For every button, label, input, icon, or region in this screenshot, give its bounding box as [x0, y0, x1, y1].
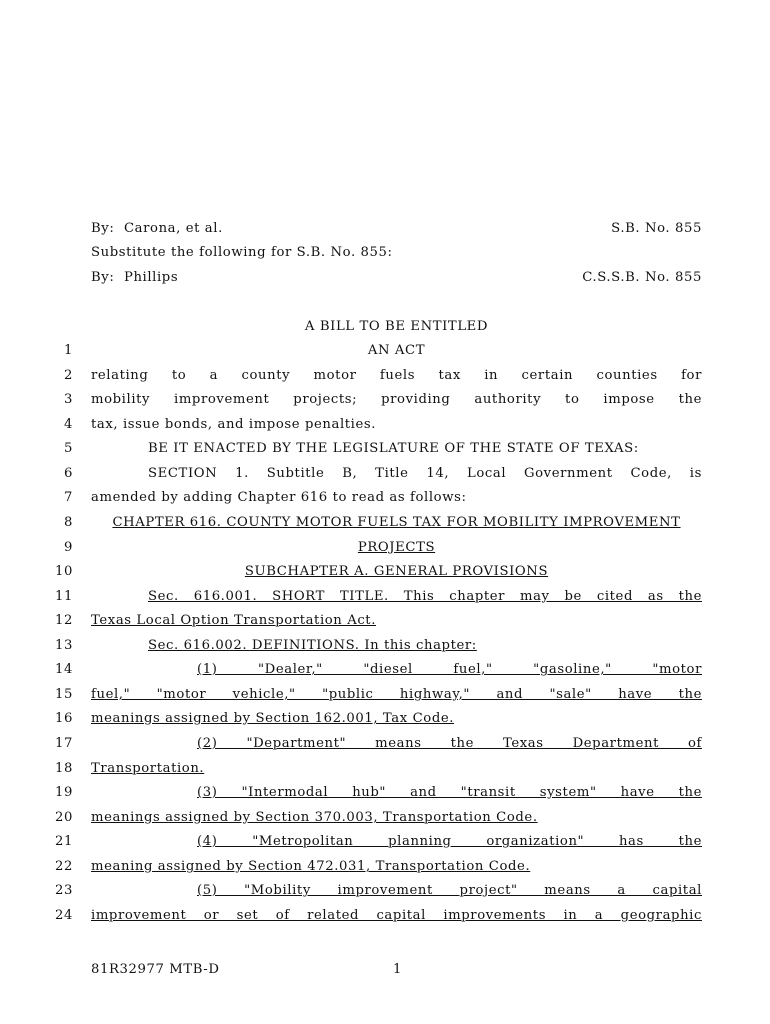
bill-line: amended by adding Chapter 616 to read as follows: — [91, 490, 467, 505]
committee-substitute-number: C.S.S.B. No. 855 — [582, 270, 702, 285]
line-number: 6 — [64, 466, 73, 481]
line-number: 18 — [55, 761, 73, 776]
line-number: 20 — [55, 810, 73, 825]
bill-line: Sec. 616.002. DEFINITIONS. In this chapter: — [148, 638, 477, 653]
bill-line: (3) "Intermodal hub" and "transit system" have the — [197, 785, 702, 800]
substitute-text: Substitute the following for S.B. No. 855: — [91, 245, 393, 260]
bill-line: improvement or set of related capital improvements in a geographic — [91, 908, 702, 923]
bill-number: S.B. No. 855 — [611, 221, 702, 236]
line-number: 21 — [55, 834, 73, 849]
line-number: 7 — [64, 490, 73, 505]
line-number: 15 — [55, 687, 73, 702]
chapter-heading-cont: PROJECTS — [357, 540, 436, 555]
line-number: 13 — [55, 638, 73, 653]
line-number: 9 — [64, 540, 73, 555]
bill-line: (1) "Dealer," "diesel fuel," "gasoline," "motor — [197, 662, 702, 677]
line-number: 4 — [64, 417, 73, 432]
line-number: 22 — [55, 859, 73, 874]
bill-line: meanings assigned by Section 162.001, Tax Code. — [91, 711, 455, 726]
line-number: 2 — [64, 368, 73, 383]
bill-line: (5) "Mobility improvement project" means a capital — [197, 883, 702, 898]
bill-line: tax, issue bonds, and impose penalties. — [91, 417, 377, 432]
line-number: 12 — [55, 613, 73, 628]
line-number: 10 — [55, 564, 73, 579]
author-row — [91, 221, 702, 241]
line-number: 14 — [55, 662, 73, 677]
document-id: 81R32977 MTB-D — [91, 962, 220, 977]
bill-line: Transportation. — [91, 761, 205, 776]
enacting-clause: BE IT ENACTED BY THE LEGISLATURE OF THE STATE OF TEXAS: — [148, 441, 639, 456]
bill-line: fuel," "motor vehicle," "public highway," and "sale" have the — [91, 687, 702, 702]
bill-line: meanings assigned by Section 370.003, Transportation Code. — [91, 810, 538, 825]
line-number: 3 — [64, 392, 73, 407]
line-number: 19 — [55, 785, 73, 800]
line-number: 8 — [64, 515, 73, 530]
line-number: 11 — [55, 589, 73, 604]
line-number: 16 — [55, 711, 73, 726]
sponsor-row — [91, 270, 702, 290]
bill-line: Texas Local Option Transportation Act. — [91, 613, 376, 628]
bill-title: A BILL TO BE ENTITLED — [304, 319, 489, 334]
bill-line: Sec. 616.001. SHORT TITLE. This chapter may be cited as the — [148, 589, 702, 604]
line-number: 23 — [55, 883, 73, 898]
bill-line: (4) "Metropolitan planning organization" has the — [197, 834, 702, 849]
line-number: 17 — [55, 736, 73, 751]
bill-line: (2) "Department" means the Texas Department of — [197, 736, 702, 751]
bill-line: mobility improvement projects; providing authority to impose the — [91, 392, 702, 407]
bill-line: relating to a county motor fuels tax in certain counties for — [91, 368, 702, 383]
page-number: 1 — [393, 962, 402, 977]
act-heading: AN ACT — [367, 343, 426, 358]
sponsor-label: By: Phillips — [91, 270, 179, 285]
line-number: 1 — [64, 343, 73, 358]
line-number: 24 — [55, 908, 73, 923]
chapter-heading: CHAPTER 616. COUNTY MOTOR FUELS TAX FOR MOBILITY IMPROVEMENT — [112, 515, 681, 530]
bill-line: meaning assigned by Section 472.031, Transportation Code. — [91, 859, 531, 874]
line-number: 5 — [64, 441, 73, 456]
author-label: By: Carona, et al. — [91, 221, 223, 236]
subchapter-heading: SUBCHAPTER A. GENERAL PROVISIONS — [244, 564, 549, 579]
bill-line: SECTION 1. Subtitle B, Title 14, Local Government Code, is — [148, 466, 702, 481]
substitute-row — [91, 245, 702, 265]
